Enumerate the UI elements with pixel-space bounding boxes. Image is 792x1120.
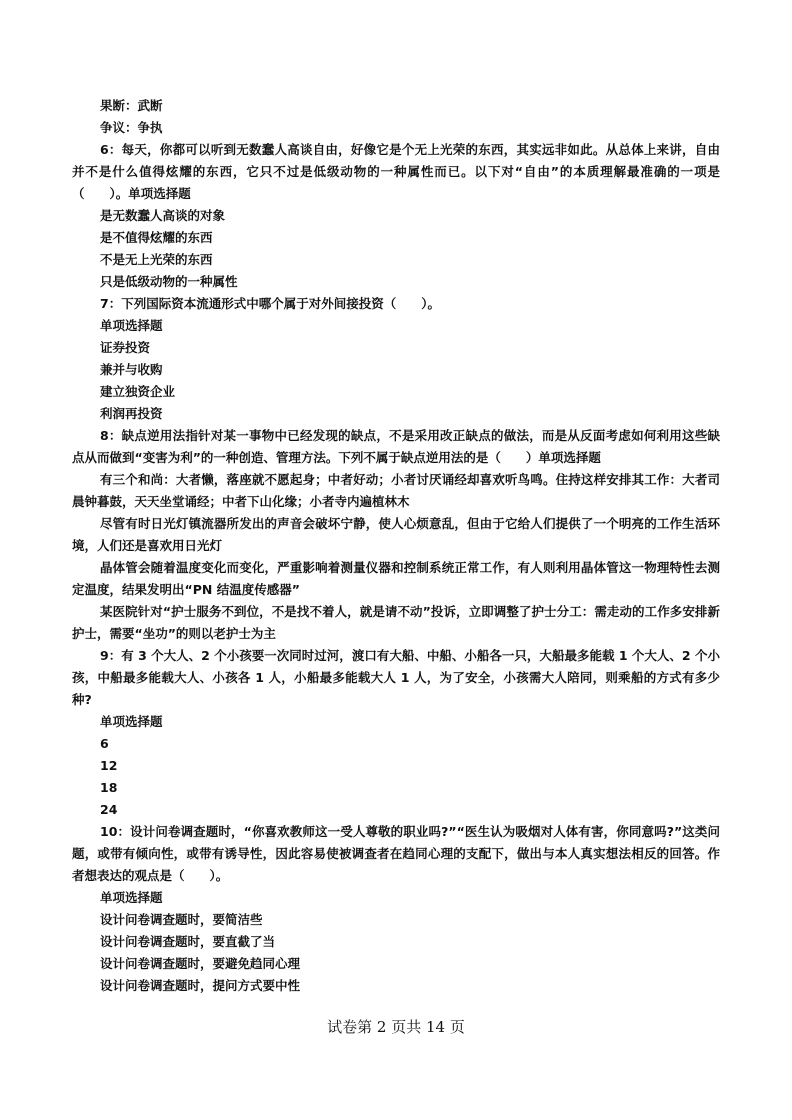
option: 设计问卷调查题时，要避免趋同心理 <box>100 956 301 971</box>
option: 某医院针对“护士服务不到位，不是找不着人，就是请不动”投诉，立即调整了护士分工：需走动的工作多安排新护士，需要“坐功”的则以老护士为主 <box>72 604 720 641</box>
option: 尽管有时日光灯镇流器所发出的声音会破坏宁静，使人心烦意乱，但由于它给人们提供了一个明亮的工作生活环境，人们还是喜欢用日光灯 <box>72 516 720 553</box>
page-footer: 试卷第 2 页共 14 页 <box>327 1018 465 1036</box>
option: 设计问卷调查题时，提问方式要中性 <box>100 978 301 993</box>
question-8: 8：缺点逆用法指针对某一事物中已经发现的缺点，不是采用改正缺点的做法，而是从反面考虑如何利用这些缺点从而做到“变害为利”的一种创造、管理方法。下列不属于缺点逆用法的是（ ）单项选择题 <box>72 428 720 465</box>
question-type: 单项选择题 <box>100 890 163 905</box>
option: 有三个和尚：大者懒，落座就不愿起身；中者好动；小者讨厌诵经却喜欢听鸟鸣。住持这样安排其工作：大者司晨钟暮鼓，天天坐堂诵经；中者下山化缘；小者寺内遍植林木 <box>72 472 720 509</box>
option: 18 <box>100 780 118 795</box>
question-6: 6：每天，你都可以听到无数蠢人高谈自由，好像它是个无上光荣的东西，其实远非如此。从总体上来讲，自由并不是什么值得炫耀的东西，它只不过是低级动物的一种属性而已。以下对“自由”的本质理解最准确的一项是（ ）。单项选择题 <box>72 142 720 201</box>
option: 建立独资企业 <box>100 384 176 399</box>
text-line: 果断：武断 <box>100 98 163 113</box>
question-type: 单项选择题 <box>100 714 163 729</box>
option: 是不值得炫耀的东西 <box>100 230 213 245</box>
option: 晶体管会随着温度变化而变化，严重影响着测量仪器和控制系统正常工作，有人则利用晶体管这一物理特性去测定温度，结果发明出“PN 结温度传感器” <box>72 560 720 597</box>
option: 设计问卷调查题时，要简洁些 <box>100 912 263 927</box>
option: 6 <box>100 736 109 751</box>
page-content <box>72 95 720 997</box>
option: 24 <box>100 802 118 817</box>
option: 设计问卷调查题时，要直截了当 <box>100 934 276 949</box>
option: 证券投资 <box>100 340 151 355</box>
option: 不是无上光荣的东西 <box>100 252 213 267</box>
text-line: 争议：争执 <box>100 120 163 135</box>
question-7: 7：下列国际资本流通形式中哪个属于对外间接投资（ ）。 <box>100 296 440 311</box>
option: 是无数蠢人高谈的对象 <box>100 208 226 223</box>
option: 只是低级动物的一种属性 <box>100 274 238 289</box>
question-type: 单项选择题 <box>100 318 163 333</box>
question-9: 9：有 3 个大人、2 个小孩要一次同时过河，渡口有大船、中船、小船各一只，大船最多能载 1 个大人、2 个小孩，中船最多能载大人、小孩各 1 人，小船最多能载大人 1 人，为了安全，小孩需大人陪同，则乘船的方式有多少种? <box>72 648 720 707</box>
option: 12 <box>100 758 118 773</box>
option: 兼并与收购 <box>100 362 163 377</box>
question-10: 10：设计问卷调查题时，“你喜欢教师这一受人尊敬的职业吗?”“医生认为吸烟对人体有害，你同意吗?”这类问题，或带有倾向性，或带有诱导性，因此容易使被调查者在趋同心理的支配下，做出与本人真实想法相反的回答。作者想表达的观点是（ ）。 <box>72 824 720 883</box>
option: 利润再投资 <box>100 406 163 421</box>
